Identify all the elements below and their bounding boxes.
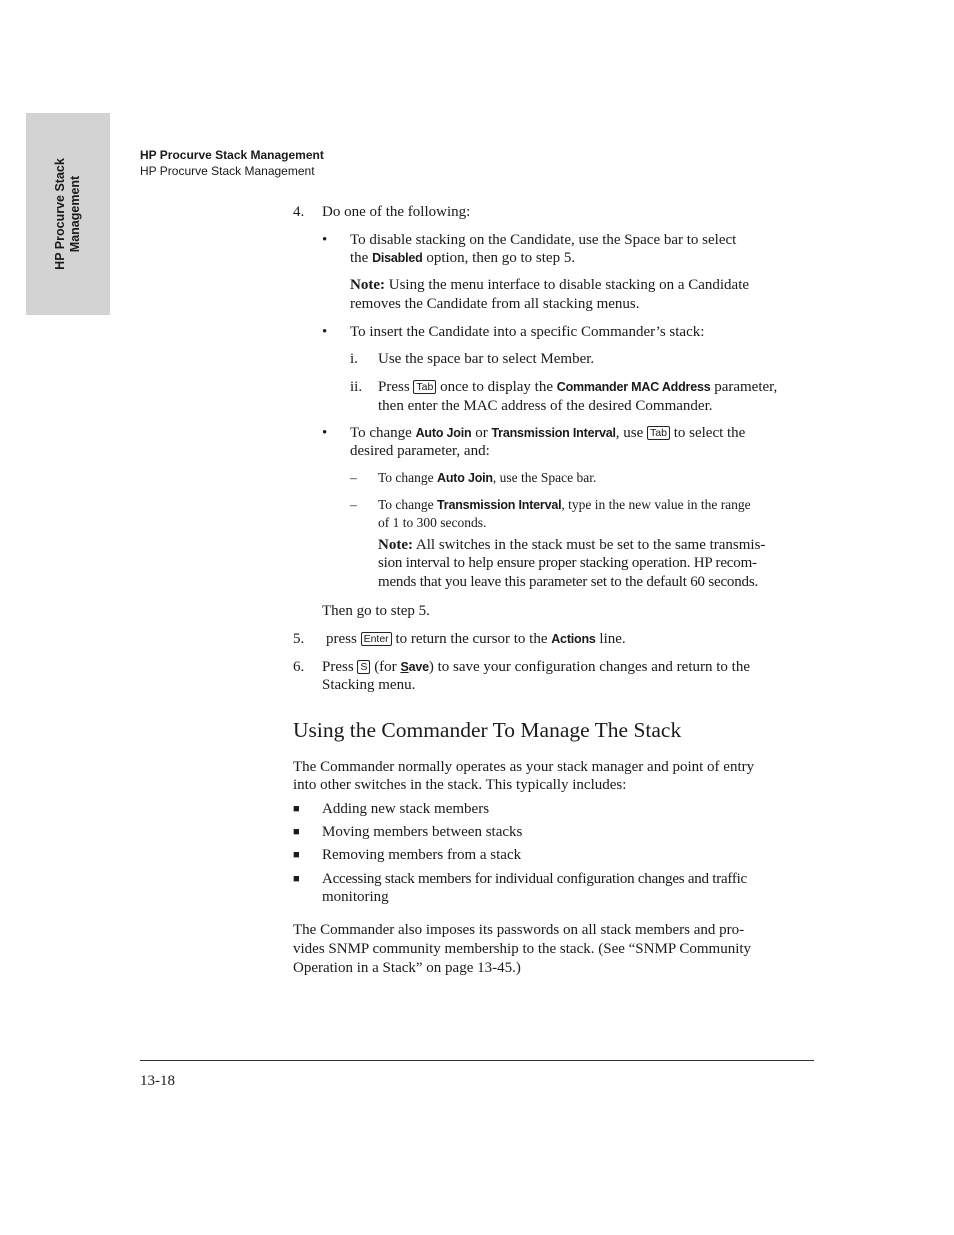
substep-i-number: i. (350, 351, 358, 367)
step-6-line-2: Stacking menu. (322, 677, 416, 693)
list-item: Adding new stack members (322, 801, 490, 817)
tab-key-icon: Tab (413, 380, 436, 394)
running-head (140, 147, 324, 179)
note-1-label: Note: (350, 277, 385, 293)
step-6-line-1: Press S (for Save) to save your configuration changes and return to the (322, 659, 750, 675)
tab-key-icon: Tab (647, 426, 670, 440)
parameter-transmission-interval: Transmission Interval (437, 498, 562, 512)
parameter-transmission-interval: Transmission Interval (491, 426, 616, 440)
parameter-commander-mac-address: Commander MAC Address (556, 380, 711, 394)
paragraph-2-line-3: Operation in a Stack” on page 13-45.) (293, 960, 521, 976)
then-go-to-step-5: Then go to step 5. (322, 603, 430, 619)
substep-ii-number: ii. (350, 379, 363, 395)
menu-action-save: Save (400, 660, 429, 674)
note-1-line-2: removes the Candidate from all stacking menus. (350, 296, 640, 312)
chapter-side-tab-label (53, 158, 83, 270)
bullet-3-line-2: desired parameter, and: (350, 443, 490, 459)
bullet-1-marker: • (322, 232, 328, 248)
list-marker-icon: ■ (293, 826, 300, 838)
s-key-icon: S (357, 660, 370, 674)
list-marker-icon: ■ (293, 849, 300, 861)
paragraph-2-line-2: vides SNMP community membership to the stack. (See “SNMP Community (293, 941, 752, 957)
bullet-1-line-2: the Disabled option, then go to step 5. (350, 250, 576, 266)
bullet-1-line-1: To disable stacking on the Candidate, use the Space bar to select (350, 232, 737, 248)
note-2-line-1: Note: All switches in the stack must be set to the same transmis- (378, 537, 766, 553)
paragraph-1-line-2: into other switches in the stack. This typically includes: (293, 777, 627, 793)
substep-ii-line-1: Press Tab once to display the Commander MAC Address parameter, (378, 379, 778, 395)
dash-2-marker: – (350, 497, 357, 512)
step-5-text: press Enter to return the cursor to the Actions line. (326, 631, 626, 647)
list-item-continuation: monitoring (322, 889, 389, 905)
footer-rule (140, 1060, 814, 1061)
list-item: Moving members between stacks (322, 824, 523, 840)
menu-option-disabled: Disabled (372, 251, 423, 265)
list-item: Accessing stack members for individual configuration changes and traffic (322, 871, 747, 887)
list-marker-icon: ■ (293, 803, 300, 815)
parameter-auto-join: Auto Join (415, 426, 472, 440)
enter-key-icon: Enter (361, 632, 392, 646)
side-tab-line-1: HP Procurve Stack (53, 158, 67, 270)
running-head-bold: HP Procurve Stack Management (140, 148, 324, 162)
note-2-line-2: sion interval to help ensure proper stacking operation. HP recom- (378, 555, 757, 571)
step-6-number: 6. (293, 659, 305, 675)
bullet-2-text: To insert the Candidate into a specific Commander’s stack: (350, 324, 705, 340)
dash-2-line-1: To change Transmission Interval, type in the new value in the range (378, 497, 751, 512)
note-2-label: Note: (378, 537, 413, 553)
menu-line-actions: Actions (551, 632, 596, 646)
bullet-2-marker: • (322, 324, 328, 340)
list-marker-icon: ■ (293, 873, 300, 885)
substep-i-text: Use the space bar to select Member. (378, 351, 595, 367)
note-1-line-1: Note: Using the menu interface to disable stacking on a Candidate (350, 277, 750, 293)
substep-ii-line-2: then enter the MAC address of the desired Commander. (378, 398, 713, 414)
page-number: 13-18 (140, 1073, 175, 1089)
paragraph-2-line-1: The Commander also imposes its passwords on all stack members and pro- (293, 922, 745, 938)
section-heading: Using the Commander To Manage The Stack (293, 718, 682, 742)
parameter-auto-join: Auto Join (437, 471, 493, 485)
dash-2-line-2: of 1 to 300 seconds. (378, 515, 487, 530)
step-5-number: 5. (293, 631, 305, 647)
side-tab-line-2: Management (68, 175, 82, 253)
bullet-3-marker: • (322, 425, 328, 441)
paragraph-1-line-1: The Commander normally operates as your stack manager and point of entry (293, 759, 755, 775)
step-4-number: 4. (293, 204, 305, 220)
dash-1-marker: – (350, 470, 357, 485)
note-2-line-3: mends that you leave this parameter set to the default 60 seconds. (378, 574, 759, 590)
step-4-text: Do one of the following: (322, 204, 471, 220)
dash-1-text: To change Auto Join, use the Space bar. (378, 470, 597, 485)
list-item: Removing members from a stack (322, 847, 522, 863)
running-head-regular: HP Procurve Stack Management (140, 164, 315, 178)
bullet-3-line-1: To change Auto Join or Transmission Interval, use Tab to select the (350, 425, 746, 441)
